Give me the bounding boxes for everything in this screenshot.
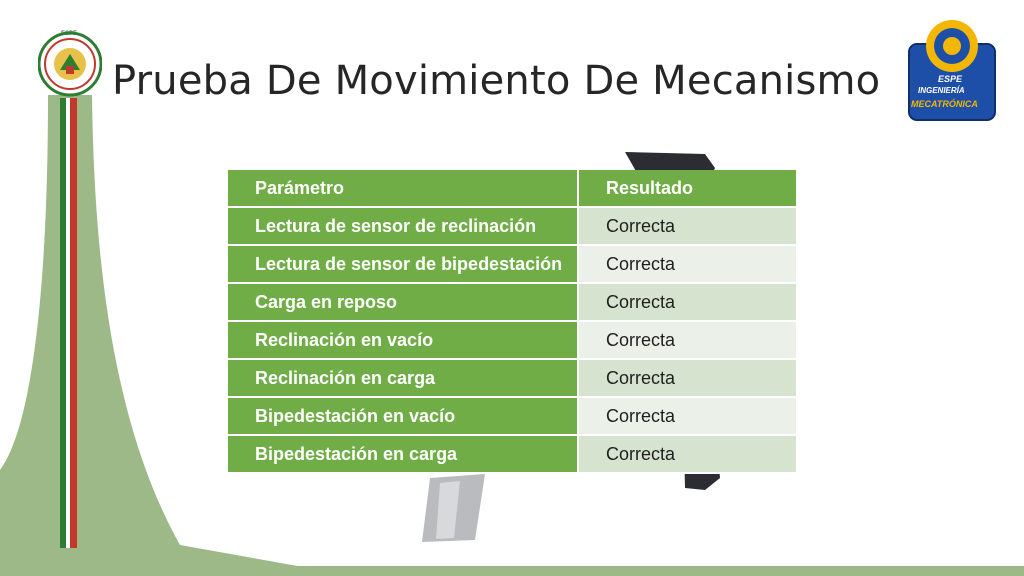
result-cell: Correcta [578, 283, 796, 321]
logo-right-line1: ESPE [938, 74, 963, 84]
parameter-cell: Bipedestación en vacío [228, 397, 578, 435]
table-row [228, 435, 796, 473]
table-row [228, 245, 796, 283]
stripe-red [70, 98, 77, 548]
espe-seal-label: ESPE [61, 31, 78, 37]
logo-right-line2: INGENIERÍA [918, 86, 965, 95]
table-row [228, 397, 796, 435]
table-row [228, 359, 796, 397]
parameter-cell: Carga en reposo [228, 283, 578, 321]
stripe-green [60, 98, 66, 548]
result-cell: Correcta [578, 245, 796, 283]
result-cell: Correcta [578, 207, 796, 245]
espe-seal-logo [38, 30, 102, 100]
header-parameter: Parámetro [228, 170, 578, 207]
result-cell: Correcta [578, 359, 796, 397]
table-header-row [228, 170, 796, 207]
bottom-band [0, 566, 1024, 576]
stripe-white [66, 98, 70, 548]
slide-title: Prueba De Movimiento De Mecanismo [112, 58, 881, 104]
table-row [228, 283, 796, 321]
results-table [228, 170, 796, 474]
header-result: Resultado [578, 170, 796, 207]
result-cell: Correcta [578, 397, 796, 435]
logo-right-line3: MECATRÓNICA [911, 99, 978, 109]
table-row [228, 207, 796, 245]
table-row [228, 321, 796, 359]
parameter-cell: Reclinación en vacío [228, 321, 578, 359]
parameter-cell: Lectura de sensor de reclinación [228, 207, 578, 245]
result-cell: Correcta [578, 435, 796, 473]
parameter-cell: Lectura de sensor de bipedestación [228, 245, 578, 283]
parameter-cell: Reclinación en carga [228, 359, 578, 397]
result-cell: Correcta [578, 321, 796, 359]
parameter-cell: Bipedestación en carga [228, 435, 578, 473]
